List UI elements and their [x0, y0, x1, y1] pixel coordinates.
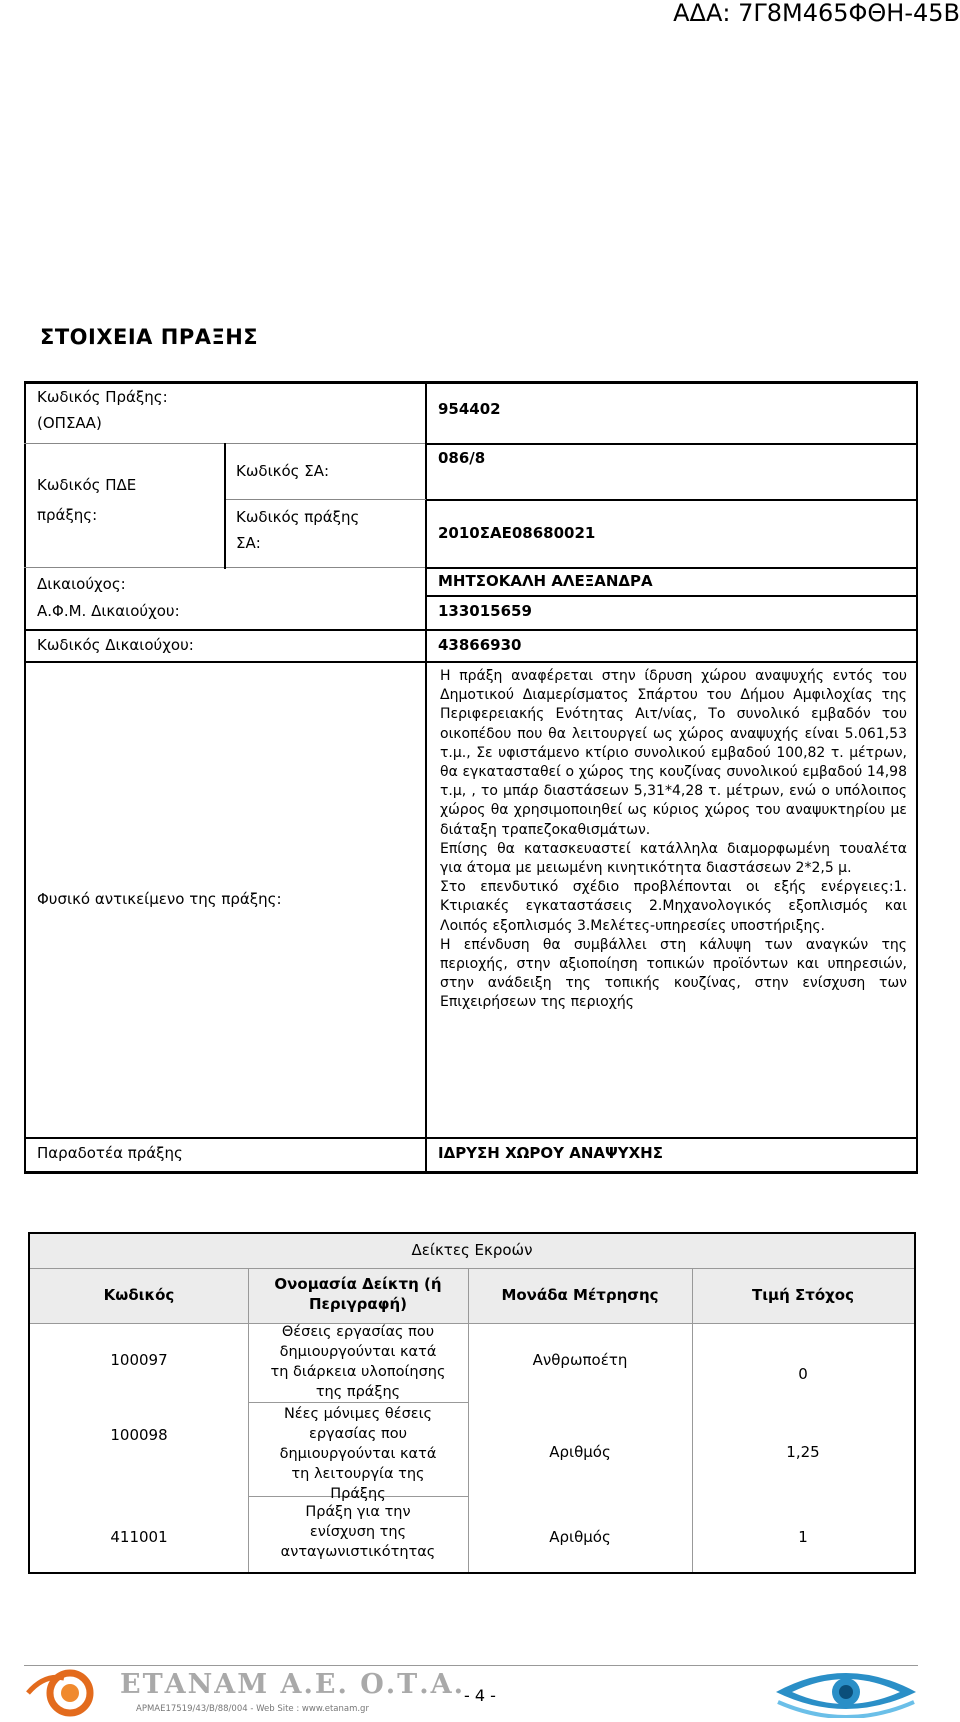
- project-code-label: Κωδικός Πράξης:: [37, 388, 168, 406]
- indicator-unit: Αριθμός: [549, 1528, 611, 1546]
- eye-logo-icon: [772, 1662, 920, 1718]
- pde-code-label: Κωδικός ΠΔΕ: [37, 476, 137, 494]
- indicator-name: [248, 1502, 468, 1562]
- indicator-name-line: Πράξη για την: [305, 1504, 411, 1520]
- col-header-code: Κωδικός: [103, 1286, 175, 1304]
- indicator-name-line: δημιουργούνται κατά: [279, 1446, 437, 1462]
- beneficiary-code-value: 43866930: [438, 636, 522, 654]
- indicator-name-line: Θέσεις εργασίας που: [281, 1324, 435, 1340]
- description-paragraph: Η επένδυση θα συμβάλλει στη κάλυψη των αναγκών της περιοχής, στην αξιοποίηση τοπικών προϊόντων και υπηρεσιών, στην ανάδειξη της τοπικής κουζίνας, στην ενίσχυση των Επιχειρήσεων της περιοχής: [440, 936, 907, 1011]
- indicator-code: 100097: [110, 1351, 168, 1369]
- indicator-target: 1: [798, 1528, 808, 1546]
- beneficiary-code-label: Κωδικός Δικαιούχου:: [37, 636, 194, 654]
- indicator-name-line: ανταγωνιστικότητας: [280, 1544, 436, 1560]
- col-header-name-line: Περιγραφή): [308, 1295, 407, 1313]
- indicator-name-line: Νέες μόνιμες θέσεις: [283, 1406, 433, 1422]
- indicator-name: [248, 1404, 468, 1504]
- page-number: - 4 -: [464, 1686, 496, 1705]
- deliverables-label: Παραδοτέα πράξης: [37, 1144, 183, 1162]
- indicator-unit: Αριθμός: [549, 1443, 611, 1461]
- col-header-name: [248, 1274, 468, 1314]
- sa-code-label: Κωδικός ΣΑ:: [236, 462, 330, 480]
- pde-code-label-2: πράξης:: [37, 506, 98, 524]
- indicator-name-line: Πράξης: [330, 1486, 386, 1502]
- indicator-code: 411001: [110, 1528, 168, 1546]
- deliverables-value: ΙΔΡΥΣΗ ΧΩΡΟΥ ΑΝΑΨΥΧΗΣ: [438, 1144, 663, 1162]
- col-header-target: Τιμή Στόχος: [751, 1286, 854, 1304]
- etanam-logo-text: ΕΤΑΝΑΜ Α.Ε. Ο.Τ.Α.: [120, 1669, 466, 1700]
- indicator-code: 100098: [110, 1426, 168, 1444]
- sa-praxis-code-label-2: ΣΑ:: [236, 534, 261, 552]
- ada-code: ΑΔΑ: 7Γ8Μ465ΦΘΗ-45Β: [673, 0, 960, 27]
- indicator-name-line: εργασίας που: [309, 1426, 407, 1442]
- indicator-unit: Ανθρωποέτη: [532, 1351, 628, 1369]
- physical-object-description: [440, 667, 907, 1013]
- indicator-name-line: ενίσχυση της: [309, 1524, 407, 1540]
- description-paragraph: Στο επενδυτικό σχέδιο προβλέπονται οι εξής ενέργειες:1. Κτιριακές εγκαταστάσεις 2.Μηχανολογικός εξοπλισμός και Λοιπός εξοπλισμός 3.Μελέτες-υπηρεσίες υποστήριξης.: [440, 879, 907, 934]
- sa-praxis-code-label: Κωδικός πράξης: [236, 508, 360, 526]
- indicator-target: 0: [798, 1365, 808, 1383]
- afm-label: Α.Φ.Μ. Δικαιούχου:: [37, 602, 180, 620]
- beneficiary-label: Δικαιούχος:: [37, 575, 126, 593]
- indicator-name-line: τη διάρκεια υλοποίησης: [270, 1364, 446, 1380]
- etanam-logo-subtitle: ΑΡΜΑΕ17519/43/Β/88/004 - Web Site : www.etanam.gr: [136, 1704, 369, 1714]
- indicator-target: 1,25: [786, 1443, 820, 1461]
- sa-code-value: 086/8: [438, 449, 486, 467]
- col-header-unit: Μονάδα Μέτρησης: [501, 1286, 659, 1304]
- afm-value: 133015659: [438, 602, 532, 620]
- indicator-name-line: δημιουργούνται κατά: [279, 1344, 437, 1360]
- sa-praxis-code-value: 2010ΣΑΕ08680021: [438, 524, 596, 542]
- indicator-name: [248, 1322, 468, 1402]
- description-paragraph: Επίσης θα κατασκευαστεί κατάλληλα διαμορφωμένη τουαλέτα για άτομα με μειωμένη κινητικότητα διαστάσεων 2*2,5 μ.: [440, 840, 907, 877]
- physical-object-label: Φυσικό αντικείμενο της πράξης:: [37, 890, 282, 908]
- col-header-name-line: Ονομασία Δείκτη (ή: [274, 1275, 442, 1293]
- project-code-label-ops: (ΟΠΣΑΑ): [37, 414, 102, 432]
- description-paragraph: Η πράξη αναφέρεται στην ίδρυση χώρου αναψυχής εντός του Δημοτικού Διαμερίσματος Σπάρτου του Δήμου Αμφιλοχίας της Περιφερειακής Ενότητας Αιτ/νίας, Το συνολικό εμβαδόν του οικοπέδου που θα λειτουργεί ως χώρος αναψυχής είναι 5.061,53 τ.μ., Σε υφιστάμενο κτίριο συνολικού εμβαδού 100,82 τ. μέτρων, θα εγκατασταθεί ο χώρος της κουζίνας συνολικού εμβαδού 14,98 τ.μ, , το μπάρ διαστάσεων 5,31*4,28 τ. μέτρων, ενώ ο υπόλοιπος χώρος θα χρησιμοποιηθεί ως κύριος χώρος του αναψυκτηρίου με διάταξη τραπεζοκαθισμάτων.: [440, 668, 907, 838]
- beneficiary-value: ΜΗΤΣΟΚΑΛΗ ΑΛΕΞΑΝΔΡΑ: [438, 572, 653, 590]
- indicator-name-line: της πράξης: [315, 1384, 401, 1400]
- indicators-title: Δείκτες Εκροών: [411, 1241, 533, 1259]
- section-title: ΣΤΟΙΧΕΙΑ ΠΡΑΞΗΣ: [40, 325, 259, 349]
- output-indicators-table: [28, 1232, 916, 1574]
- indicator-name-line: τη λειτουργία της: [291, 1466, 425, 1482]
- project-code-value: 954402: [438, 400, 501, 418]
